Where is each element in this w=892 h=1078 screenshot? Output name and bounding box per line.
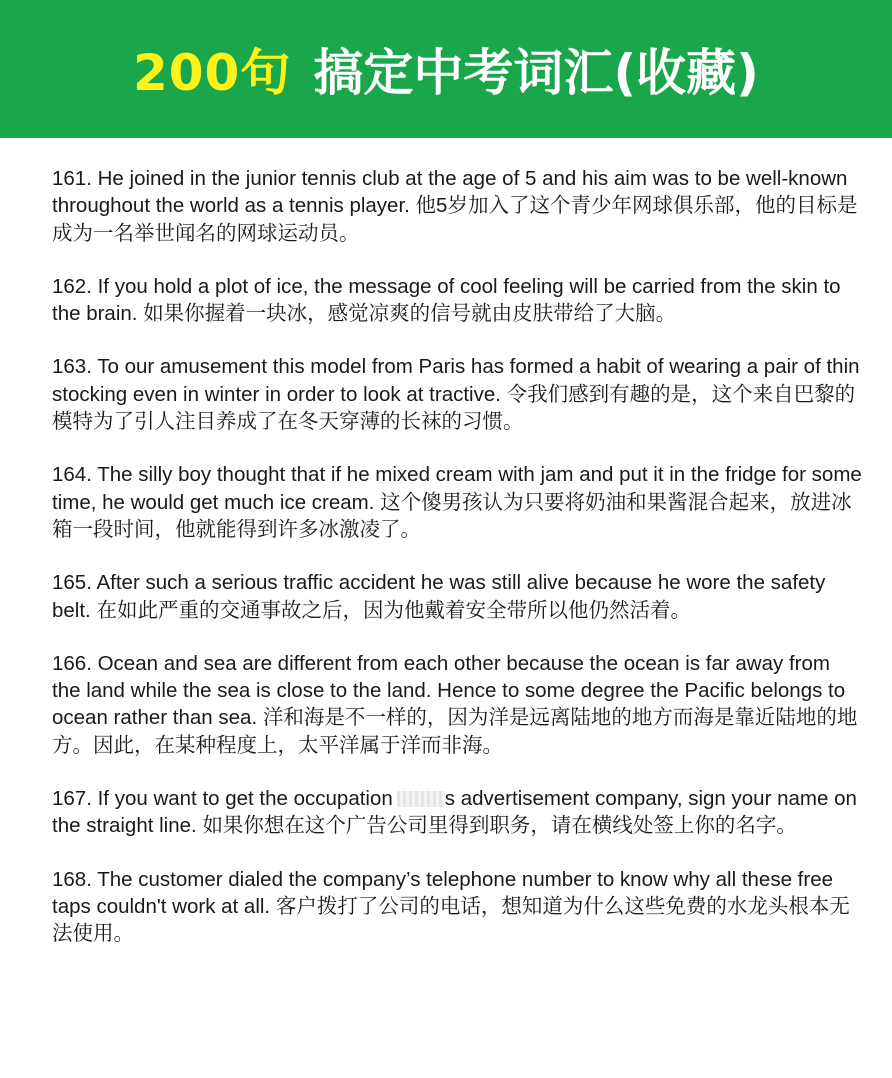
sentence-number: 166.	[52, 651, 92, 675]
sentence-chinese: 这个傻男孩认为只要将奶油和果酱混合起来，放进冰箱一段时间，他就能得到许多冰激凌了。	[52, 490, 852, 541]
header-banner	[0, 0, 892, 138]
watermark-smudge	[397, 791, 445, 807]
sentence-number: 163.	[52, 355, 92, 379]
sentence-number: 161.	[52, 167, 92, 190]
sentence-english: To our amusement this model from Paris has formed a habit of wearing a pair of thin stocking even in winter in order to look at tractive.	[52, 355, 860, 406]
sentence-161	[52, 165, 862, 247]
sentence-english: He joined in the junior tennis club at the age of 5 and his aim was to be well-known throughout the world as a tennis player.	[52, 167, 848, 218]
sentence-chinese: 令我们感到有趣的是，这个来自巴黎的模特为了引人注目养成了在冬天穿薄的长袜的习惯。	[52, 382, 856, 434]
sentence-number: 165.	[52, 571, 92, 595]
sentence-166	[52, 650, 862, 759]
sentence-english: If you hold a plot of ice, the message of cool feeling will be carried from the skin to the brain.	[52, 274, 841, 326]
sentence-167	[52, 785, 862, 840]
header-title: 搞定中考词汇(收藏)	[313, 44, 760, 102]
sentence-english: Ocean and sea are different from each other because the ocean is far away from the land while the sea is close to the land. Hence to some degree the Pacific belongs to ocean rather than sea.	[52, 651, 846, 730]
sentence-english: The customer dialed the company’s telephone number to know why all these free taps couldn't work at all.	[52, 867, 833, 918]
sentence-english-end: s advertisement company, sign your name on the straight line.	[52, 787, 857, 838]
sentence-list	[52, 165, 862, 974]
sentence-english: The silly boy thought that if he mixed cream with jam and put it in the fridge for some time, he would get much ice cream.	[52, 463, 862, 514]
sentence-chinese: 他5岁加入了这个青少年网球俱乐部，他的目标是成为一名举世闻名的网球运动员。	[52, 194, 858, 245]
sentence-number: 162.	[52, 274, 92, 298]
sentence-chinese: 客户拨打了公司的电话，想知道为什么这些免费的水龙头根本无法使用。	[52, 894, 850, 946]
sentence-chinese: 如果你想在这个广告公司里得到职务，请在横线处签上你的名字。	[202, 814, 797, 838]
sentence-english: After such a serious traffic accident he was still alive because he wore the safety belt.	[52, 571, 826, 622]
sentence-number: 167.	[52, 787, 92, 811]
sentence-164	[52, 461, 862, 543]
sentence-165	[52, 569, 862, 624]
sentence-162	[52, 273, 862, 328]
sentence-english-start: If you want to get the occupation	[97, 787, 393, 811]
sentence-163	[52, 353, 862, 435]
sentence-chinese: 在如此严重的交通事故之后，因为他戴着安全带所以他仍然活着。	[96, 598, 691, 622]
sentence-chinese: 洋和海是不一样的，因为洋是远离陆地的地方而海是靠近陆地的地方。因此，在某种程度上，太平洋属于洋而非海。	[52, 706, 858, 757]
sentence-number: 164.	[52, 463, 92, 487]
sentence-chinese: 如果你握着一块冰，感觉凉爽的信号就由皮肤带给了大脑。	[143, 302, 677, 326]
header-count: 200句	[132, 44, 292, 102]
sentence-number: 168.	[52, 867, 92, 891]
sentence-168	[52, 866, 862, 948]
